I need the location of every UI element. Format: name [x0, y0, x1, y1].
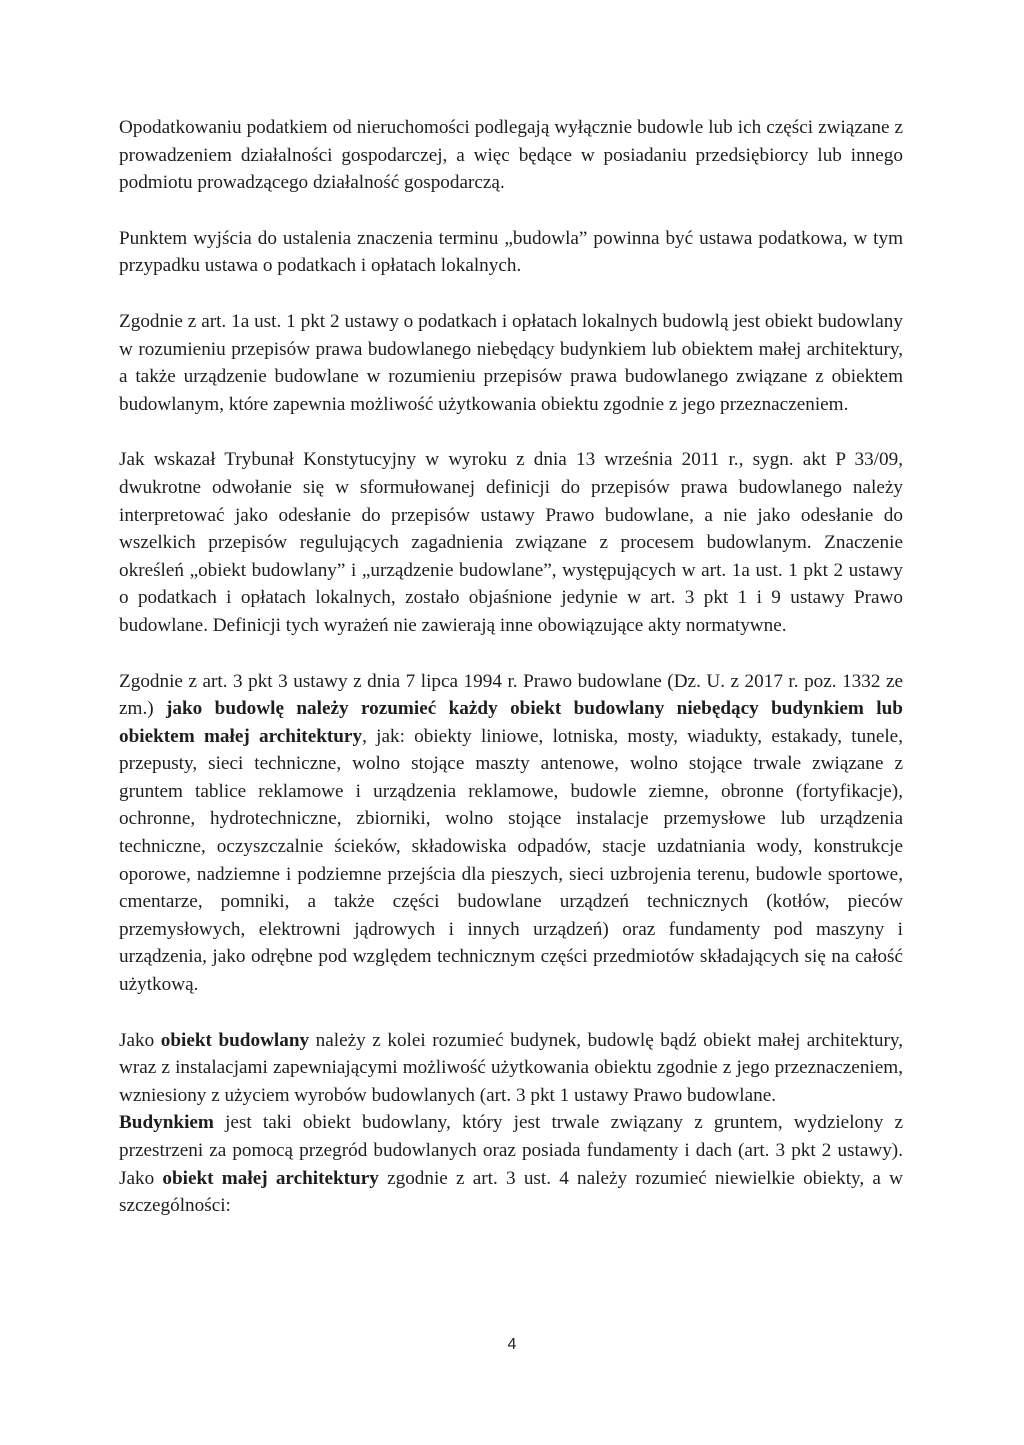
paragraph-bold-term: obiekt budowlany: [160, 1029, 310, 1051]
paragraph-tail-text: należy z kolei rozumieć budynek, budowlę bądź obiekt małej architektury, wraz z instalacjami zapewniającymi możliwość użytkowania obiektu zgodnie z jego przeznaczeniem, wzniesiony z użyciem wyrobów budowlanych (art. 3 pkt 1 ustawy Prawo budowlane.: [119, 1029, 904, 1106]
paragraph-bold-term: Budynkiem: [119, 1112, 214, 1134]
paragraph-tail-text: , jak: obiekty liniowe, lotniska, mosty, wiadukty, estakady, tunele, przepusty, sieci techniczne, wolno stojące maszty antenowe, wolno stojące trwale związane z gruntem tablice reklamowe i urządzenia reklamowe, budowle ziemne, obronne (fortyfikacje), ochronne, hydrotechniczne, zbiorniki, wolno stojące instalacje przemysłowe lub urządzenia techniczne, oczyszczalnie ścieków, składowiska odpadów, stacje uzdatniania wody, konstrukcje oporowe, nadziemne i podziemne przejścia dla pieszych, sieci uzbrojenia terenu, budowle sportowe, cmentarze, pomniki, a także części budowlane urządzeń technicznych (kotłów, pieców przemysłowych, elektrowni jądrowych i innych urządzeń) oraz fundamenty pod maszyny i urządzenia, jako odrębne pod względem technicznym części przedmiotów składających się na całość użytkową.: [119, 725, 903, 996]
paragraph-taxation-scope: Opodatkowaniu podatkiem od nieruchomości podlegają wyłącznie budowle lub ich części związane z prowadzeniem działalności gospodarczej, a więc będące w posiadaniu przedsiębiorcy lub innego podmiotu prowadzącego działalność gospodarczą.: [119, 117, 903, 194]
document-body: [119, 114, 903, 1220]
paragraph-lead-text: Jako: [119, 1029, 161, 1051]
paragraph-bold-term-2: obiekt małej architektury: [162, 1167, 379, 1189]
page-number: 4: [507, 1336, 517, 1353]
paragraph-construction-object: [119, 1027, 903, 1110]
paragraph-constitutional-tribunal: Jak wskazał Trybunał Konstytucyjny w wyroku z dnia 13 września 2011 r., sygn. akt P 33/09, dwukrotne odwołanie się w sformułowanej definicji do przepisów prawa budowlanego należy interpretować jako odesłanie do przepisów ustawy Prawo budowlane, a nie jako odesłanie do wszelkich przepisów regulujących zagadnienia związane z procesem budowlanym. Znaczenie określeń „obiekt budowlany” i „urządzenie budowlane”, występujących w art. 1a ust. 1 pkt 2 ustawy o podatkach i opłatach lokalnych, zostało objaśnione jedynie w art. 3 pkt 1 i 9 ustawy Prawo budowlane. Definicji tych wyrażeń nie zawierają inne obowiązujące akty normatywne.: [119, 449, 903, 636]
paragraph-middle-text: jest taki obiekt budowlany, który jest trwale związany z gruntem, wydzielony z przestrzeni za pomocą przegród budowlanych oraz posiada fundamenty i dach (art. 3 pkt 2 ustawy). Jako: [119, 1112, 903, 1189]
paragraph-art-1a-definition: Zgodnie z art. 1a ust. 1 pkt 2 ustawy o podatkach i opłatach lokalnych budowlą jest obiekt budowlany w rozumieniu przepisów prawa budowlanego niebędący budynkiem lub obiektem małej architektury, a także urządzenie budowlane w rozumieniu przepisów prawa budowlanego związane z obiektem budowlanym, które zapewnia możliwość użytkowania obiektu zgodnie z jego przeznaczeniem.: [119, 310, 903, 415]
paragraph-bold-definition: jako budowlę należy rozumieć każdy obiekt budowlany niebędący budynkiem lub obiektem małej architektury: [119, 698, 903, 747]
paragraph-building-definition: [119, 1109, 903, 1219]
paragraph-tail-text: zgodnie z art. 3 ust. 4 należy rozumieć niewielkie obiekty, a w szczególności:: [119, 1167, 903, 1217]
paragraph-building-law-art-3: [119, 668, 903, 999]
paragraph-lead-text: Zgodnie z art. 3 pkt 3 ustawy z dnia 7 lipca 1994 r. Prawo budowlane (Dz. U. z 2017 r. poz. 1332 ze zm.): [119, 670, 903, 720]
paragraph-definition-starting-point: Punktem wyjścia do ustalenia znaczenia terminu „budowla” powinna być ustawa podatkowa, w tym przypadku ustawa o podatkach i opłatach lokalnych.: [119, 227, 903, 277]
